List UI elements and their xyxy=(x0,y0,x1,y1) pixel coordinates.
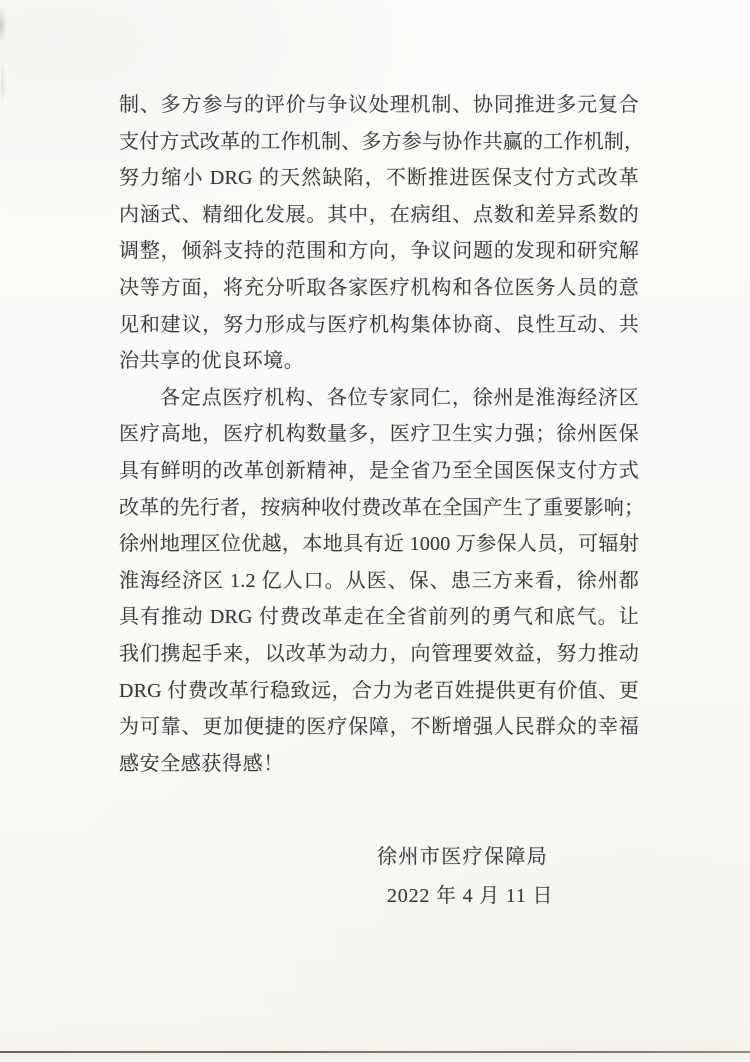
signature-org: 徐州市医疗保障局 xyxy=(377,846,549,868)
text-line: 淮海经济区 1.2 亿人口。从医、保、患三方来看，徐州都 xyxy=(119,569,639,592)
scan-artifact xyxy=(0,8,7,42)
signature-date: 2022 年 4 月 11 日 xyxy=(387,885,554,907)
text-line: 努力缩小 DRG 的天然缺陷，不断推进医保支付方式改革 xyxy=(119,167,639,190)
paragraph-1 xyxy=(119,87,645,380)
scan-artifact xyxy=(1,58,6,106)
text-line: 徐州地理区位优越，本地具有近 1000 万参保人员，可辐射 xyxy=(119,533,639,556)
text-line: 制、多方参与的评价与争议处理机制、协同推进多元复合 xyxy=(119,94,639,116)
text-line: 具有鲜明的改革创新精神，是全省乃至全国医保支付方式 xyxy=(119,459,639,482)
text-line: 见和建议，努力形成与医疗机构集体协商、良性互动、共 xyxy=(119,313,639,336)
text-line: 感安全感获得感！ xyxy=(119,752,284,775)
text-line: 医疗高地，医疗机构数量多，医疗卫生实力强；徐州医保 xyxy=(119,423,639,446)
text-line: 各定点医疗机构、各位专家同仁，徐州是淮海经济区 xyxy=(160,386,639,409)
text-line: 我们携起手来，以改革为动力，向管理要效益，努力推动 xyxy=(119,642,639,665)
text-line: 决等方面，将充分听取各家医疗机构和各位医务人员的意 xyxy=(119,276,639,299)
text-line: 内涵式、精细化发展。其中，在病组、点数和差异系数的 xyxy=(119,203,639,226)
text-line: 为可靠、更加便捷的医疗保障，不断增强人民群众的幸福 xyxy=(119,716,639,739)
text-line: 改革的先行者，按病种收付费改革在全国产生了重要影响； xyxy=(119,496,645,519)
text-line: 具有推动 DRG 付费改革走在全省前列的勇气和底气。让 xyxy=(119,606,639,629)
text-line: 调整，倾斜支持的范围和方向，争议问题的发现和研究解 xyxy=(119,240,639,263)
scan-bottom-strip xyxy=(0,1053,750,1062)
text-line: DRG 付费改革行稳致远，合力为老百姓提供更有价值、更 xyxy=(119,679,639,702)
text-line: 治共享的优良环境。 xyxy=(119,350,305,373)
paragraph-2 xyxy=(119,380,645,783)
document-body-text xyxy=(119,87,645,782)
text-line: 支付方式改革的工作机制、多方参与协作共赢的工作机制， xyxy=(119,130,645,153)
